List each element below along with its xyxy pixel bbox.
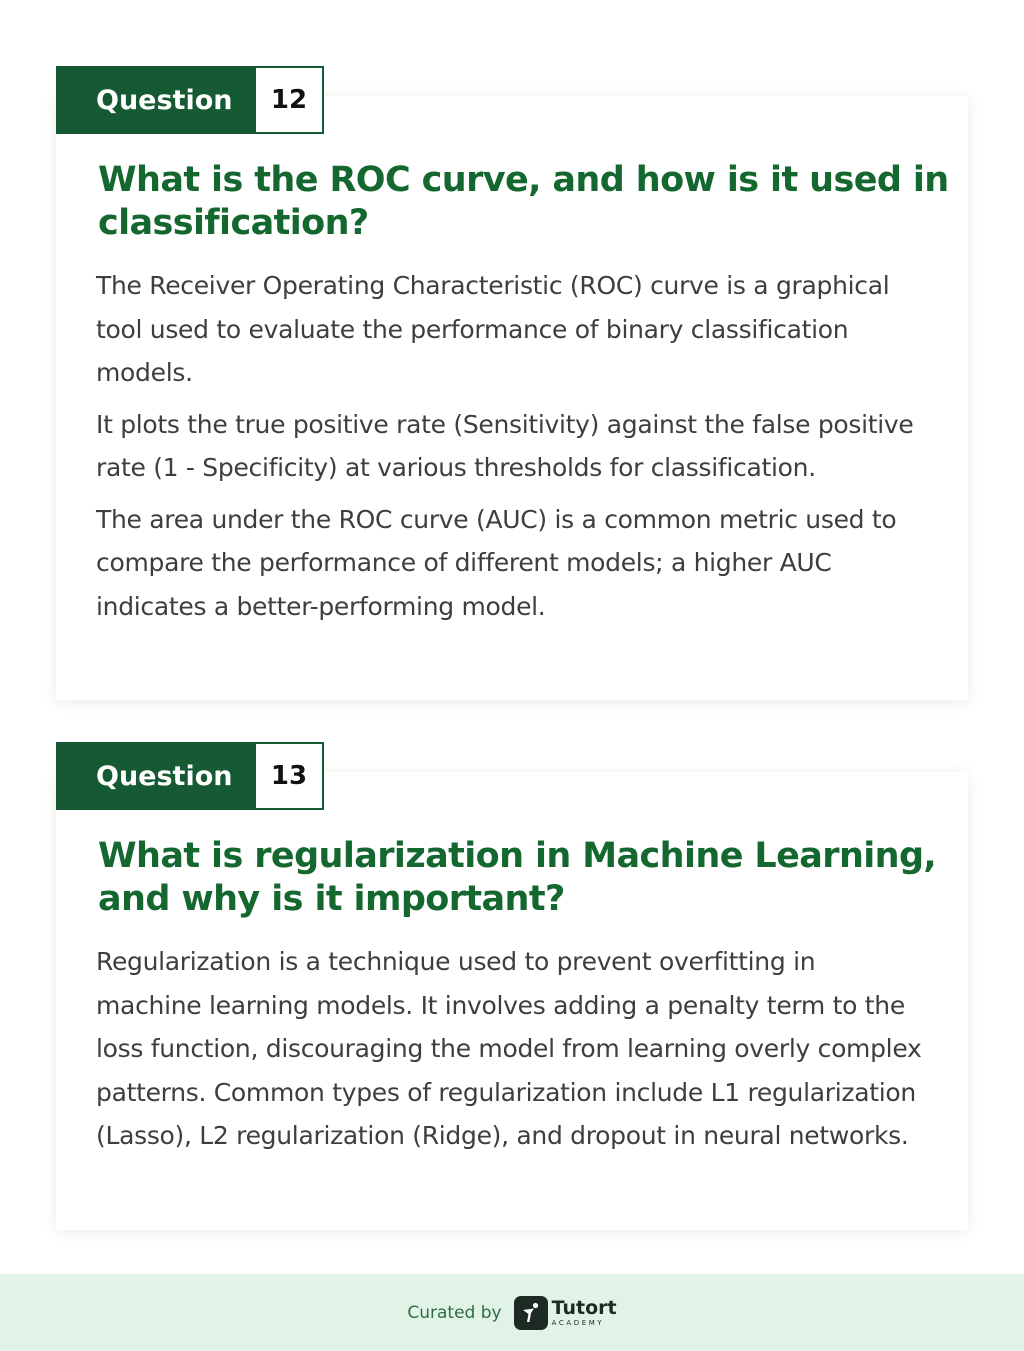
answer-paragraph: It plots the true positive rate (Sensitivity) against the false positive rate (1 - Specificity) at various thresholds for classification. (96, 409, 914, 482)
question-tab-12 (56, 66, 324, 134)
question-title: What is regularization in Machine Learning, and why is it important? (98, 836, 937, 919)
brand-sub: ACADEMY (551, 1318, 605, 1327)
answer-paragraph: The Receiver Operating Characteristic (ROC) curve is a graphical tool used to evaluate the performance of binary classification models. (96, 271, 890, 387)
answer-text (96, 940, 926, 1166)
question-label: Question (56, 66, 254, 134)
question-tab-13 (56, 742, 324, 810)
curated-by-text: Curated by (407, 1302, 502, 1323)
brand-name: Tutort (551, 1296, 617, 1319)
question-label: Question (56, 742, 254, 810)
answer-paragraph: The area under the ROC curve (AUC) is a common metric used to compare the performance of different models; a higher AUC indicates a better-performing model. (96, 504, 897, 621)
footer (0, 1274, 1024, 1351)
answer-text (96, 264, 926, 636)
question-number: 13 (254, 742, 324, 810)
tutort-logo-icon (514, 1296, 548, 1330)
answer-paragraph: Regularization is a technique used to prevent overfitting in machine learning models. It involves adding a penalty term to the loss function, discouraging the model from learning overly complex patterns. Common types of regularization include L1 regularization (Lasso), L2 regularization (Ridge), and dropout in neural networks. (96, 947, 922, 1150)
question-title: What is the ROC curve, and how is it used in classification? (98, 160, 949, 243)
brand-logo (551, 1296, 617, 1327)
question-number: 12 (254, 66, 324, 134)
